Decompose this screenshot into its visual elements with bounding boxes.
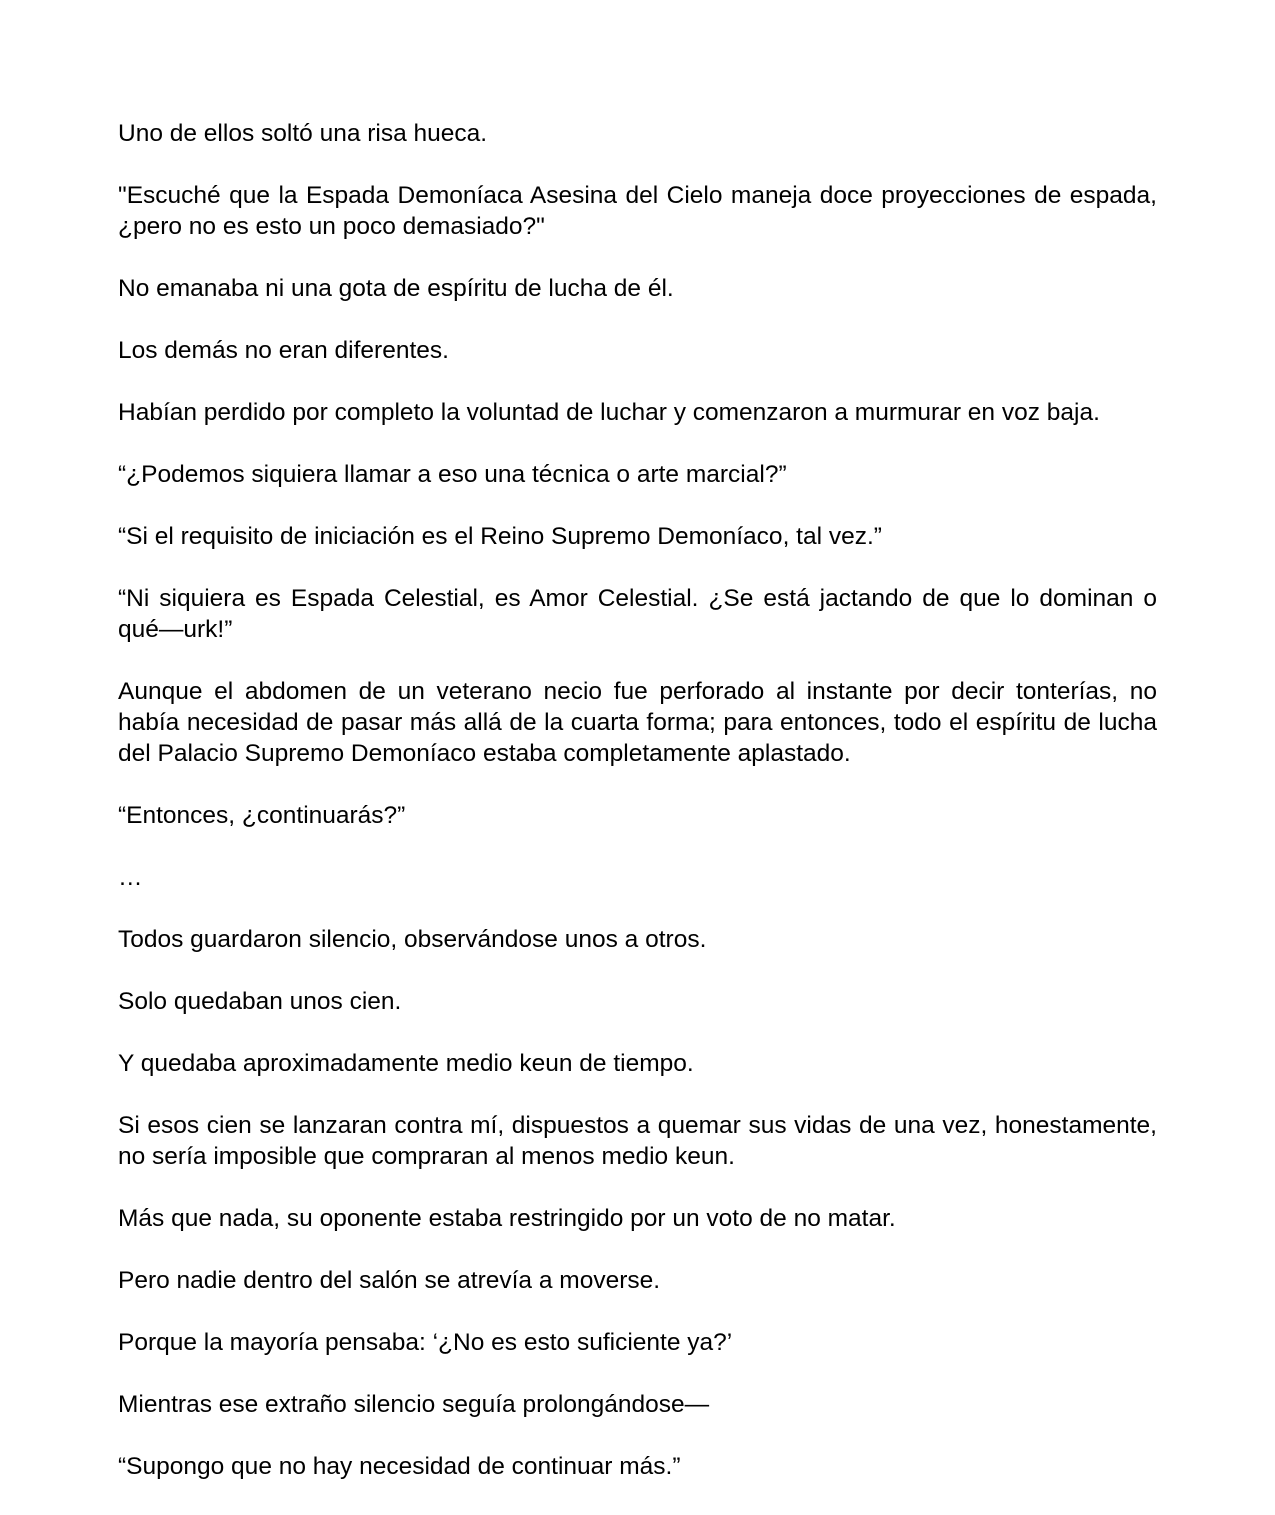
paragraph: Mientras ese extraño silencio seguía prolongándose— [118,1391,710,1418]
ellipsis-separator: … [118,864,143,891]
paragraph: Aunque el abdomen de un veterano necio fue perforado al instante por decir tonterías, no había necesidad de pasar más allá de la cuarta forma; para entonces, todo el espíritu de lucha del Palacio Supremo Demoníaco estaba completamente aplastado. [118,678,1157,767]
paragraph: “Supongo que no hay necesidad de continuar más.” [118,1453,681,1480]
paragraph: “Ni siquiera es Espada Celestial, es Amor Celestial. ¿Se está jactando de que lo dominan o qué—urk!” [118,585,1157,643]
paragraph: "Escuché que la Espada Demoníaca Asesina del Cielo maneja doce proyecciones de espada, ¿pero no es esto un poco demasiado?" [118,182,1157,240]
paragraph: Todos guardaron silencio, observándose unos a otros. [118,926,707,953]
paragraph: “¿Podemos siquiera llamar a eso una técnica o arte marcial?” [118,461,787,488]
paragraph: Solo quedaban unos cien. [118,988,402,1015]
paragraph: Y quedaba aproximadamente medio keun de tiempo. [118,1050,694,1077]
paragraph: No emanaba ni una gota de espíritu de lucha de él. [118,275,674,302]
paragraph: “Entonces, ¿continuarás?” [118,802,406,829]
paragraph: “Si el requisito de iniciación es el Reino Supremo Demoníaco, tal vez.” [118,523,882,550]
document-body [118,118,1157,1513]
paragraph: Habían perdido por completo la voluntad de luchar y comenzaron a murmurar en voz baja. [118,399,1100,426]
paragraph: Porque la mayoría pensaba: ‘¿No es esto suficiente ya?’ [118,1329,733,1356]
paragraph: Uno de ellos soltó una risa hueca. [118,120,488,147]
paragraph: Los demás no eran diferentes. [118,337,449,364]
paragraph: Más que nada, su oponente estaba restringido por un voto de no matar. [118,1205,896,1232]
paragraph: Si esos cien se lanzaran contra mí, dispuestos a quemar sus vidas de una vez, honestamente, no sería imposible que compraran al menos medio keun. [118,1112,1157,1170]
paragraph: Pero nadie dentro del salón se atrevía a moverse. [118,1267,661,1294]
